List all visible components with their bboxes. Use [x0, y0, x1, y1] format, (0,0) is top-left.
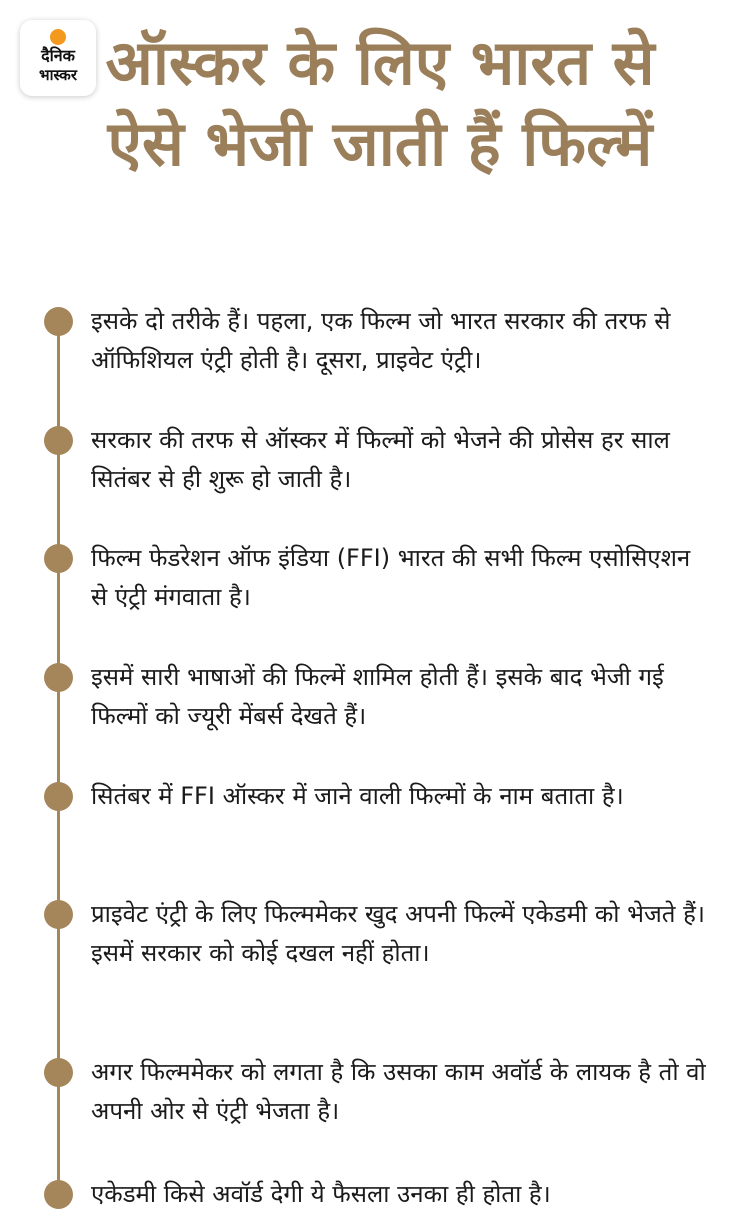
- timeline-dot: [44, 1058, 73, 1087]
- sun-icon: [50, 29, 66, 45]
- logo-text-line2: भास्कर: [39, 66, 77, 84]
- timeline-item-text: इसमें सारी भाषाओं की फिल्में शामिल होती हैं। इसके बाद भेजी गई फिल्मों को ज्यूरी मेंबर्स देखते हैं।: [91, 663, 664, 730]
- dainik-bhaskar-logo: [20, 20, 96, 96]
- page-title: ऑस्कर के लिए भारत से ऐसे भेजी जाती हैं फिल्में: [105, 26, 655, 180]
- timeline-dot: [44, 307, 73, 336]
- logo-text-line1: दैनिक: [41, 46, 75, 65]
- timeline-dot: [44, 1180, 73, 1209]
- timeline-item-text: सितंबर में FFI ऑस्कर में जाने वाली फिल्मों के नाम बताता है।: [91, 782, 624, 810]
- timeline-item-text: एकेडमी किसे अवॉर्ड देगी ये फैसला उनका ही होता है।: [91, 1180, 551, 1208]
- timeline-dot: [44, 663, 73, 692]
- timeline-item-text: अगर फिल्ममेकर को लगता है कि उसका काम अवॉर्ड के लायक है तो वो अपनी ओर से एंट्री भेजता है।: [91, 1058, 706, 1125]
- timeline-item-text: इसके दो तरीके हैं। पहला, एक फिल्म जो भारत सरकार की तरफ से ऑफिशियल एंट्री होती है। दूसरा, प्राइवेट एंट्री।: [91, 307, 671, 374]
- timeline-dot: [44, 782, 73, 811]
- timeline-dot: [44, 900, 73, 929]
- timeline-dot: [44, 426, 73, 455]
- timeline-item-text: फिल्म फेडरेशन ऑफ इंडिया (FFI) भारत की सभी फिल्म एसोसिएशन से एंट्री मंगवाता है।: [91, 544, 691, 611]
- timeline-item-text: सरकार की तरफ से ऑस्कर में फिल्मों को भेजने की प्रोसेस हर साल सितंबर से ही शुरू हो जाती है।: [91, 426, 670, 493]
- timeline-dot: [44, 544, 73, 573]
- timeline-item-text: प्राइवेट एंट्री के लिए फिल्ममेकर खुद अपनी फिल्में एकेडमी को भेजते हैं। इसमें सरकार को कोई दखल नहीं होता।: [91, 900, 705, 967]
